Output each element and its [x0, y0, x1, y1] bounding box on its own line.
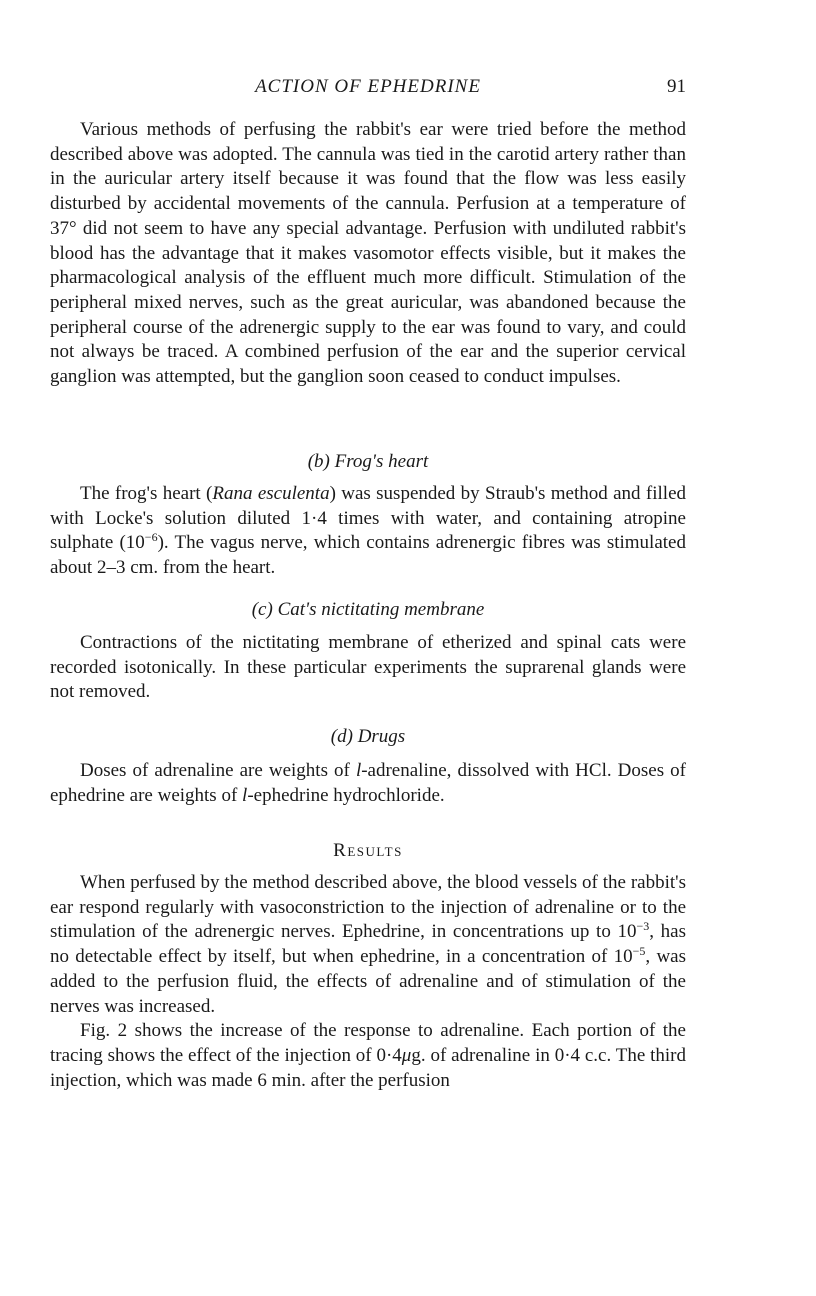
section-b-text: ). The vagus nerve, which contains adrenergic fibres was stimulated about 2–3 cm. from the heart. — [50, 532, 686, 579]
results-text: Fig. 2 shows the increase of the response to adrenaline. Each portion of the tracing shows the effect of the injection of 0·4 — [50, 1020, 686, 1066]
exponent: −3 — [636, 919, 650, 934]
section-b-letter: (b) — [307, 451, 330, 472]
section-b-block — [50, 482, 686, 581]
results-heading: Results — [333, 840, 403, 861]
section-d-block — [50, 759, 686, 808]
results-block — [50, 871, 686, 1093]
section-c-paragraph: Contractions of the nictitating membrane of etherized and spinal cats were recorded isotonically. In these particular experiments the suprarenal glands were not removed. — [50, 632, 686, 703]
results-text: When perfused by the method described above, the blood vessels of the rabbit's ear respond regularly with vasoconstriction to the injection of adrenaline or to the stimulation of the adrenergic nerves. Ephedrine, in concentrations up to 10 — [50, 872, 686, 943]
running-title: ACTION OF EPHEDRINE — [255, 76, 481, 97]
section-b-text: The frog's heart ( — [80, 483, 213, 504]
section-c-title: Cat's nictitating membrane — [277, 599, 485, 620]
section-c-heading — [50, 599, 686, 621]
section-d-text: -adrenaline, dissolved with HCl. Doses of ephedrine are weights of — [50, 760, 687, 806]
l-prefix: l — [355, 760, 362, 781]
results-text: g. of adrenaline in 0·4 c.c. The third injection, which was made 6 min. after the perfusion — [50, 1044, 686, 1091]
section-d-text: -ephedrine hydrochloride. — [247, 784, 445, 806]
section-d-title: Drugs — [357, 726, 406, 747]
section-d-letter: (d) — [330, 726, 353, 747]
l-prefix: l — [242, 784, 248, 806]
section-d-text: Doses of adrenaline are weights of — [80, 760, 356, 781]
section-c-letter: (c) — [251, 599, 273, 620]
running-head — [50, 76, 686, 102]
section-d-heading — [50, 726, 686, 748]
species-name: Rana esculenta — [212, 483, 330, 504]
results-paragraph-1 — [50, 871, 686, 1019]
intro-block — [50, 118, 686, 390]
section-c-block — [50, 631, 686, 705]
exponent: −6 — [144, 530, 158, 545]
mu-symbol: μ — [401, 1044, 412, 1066]
intro-paragraph: Various methods of perfusing the rabbit's ear were tried before the method described above was adopted. The cannula was tied in the carotid artery rather than in the auricular artery itself because it was found that the flow was less easily disturbed by accidental movements of the cannula. Perfusion at a temperature of 37° did not seem to have any special advantage. Perfusion with undiluted rabbit's blood has the advantage that it makes vasomotor effects visible, but it makes the pharmacological analysis of the effluent much more difficult. Stimulation of the peripheral mixed nerves, such as the great auricular, was abandoned because the peripheral course of the adrenergic supply to the ear was found to vary, and could not always be traced. A combined perfusion of the ear and the superior cervical ganglion was attempted, but the ganglion soon ceased to conduct impulses. — [50, 119, 686, 388]
section-b-text: ) was suspended by Straub's method and filled with Locke's solution diluted 1·4 times with water, and containing atropine sulphate (10 — [50, 483, 686, 554]
section-d-paragraph — [50, 759, 686, 808]
exponent: −5 — [632, 944, 646, 959]
section-b-heading — [50, 451, 686, 473]
results-text: , has no detectable effect by itself, but when ephedrine, in a concentration of 10 — [50, 921, 687, 968]
results-paragraph-2 — [50, 1019, 686, 1093]
page-number: 91 — [667, 76, 686, 97]
results-text: , was added to the perfusion fluid, the effects of adrenaline and of stimulation of the nerves was increased. — [50, 946, 686, 1017]
section-b-paragraph — [50, 482, 686, 581]
section-b-title: Frog's heart — [334, 451, 429, 472]
